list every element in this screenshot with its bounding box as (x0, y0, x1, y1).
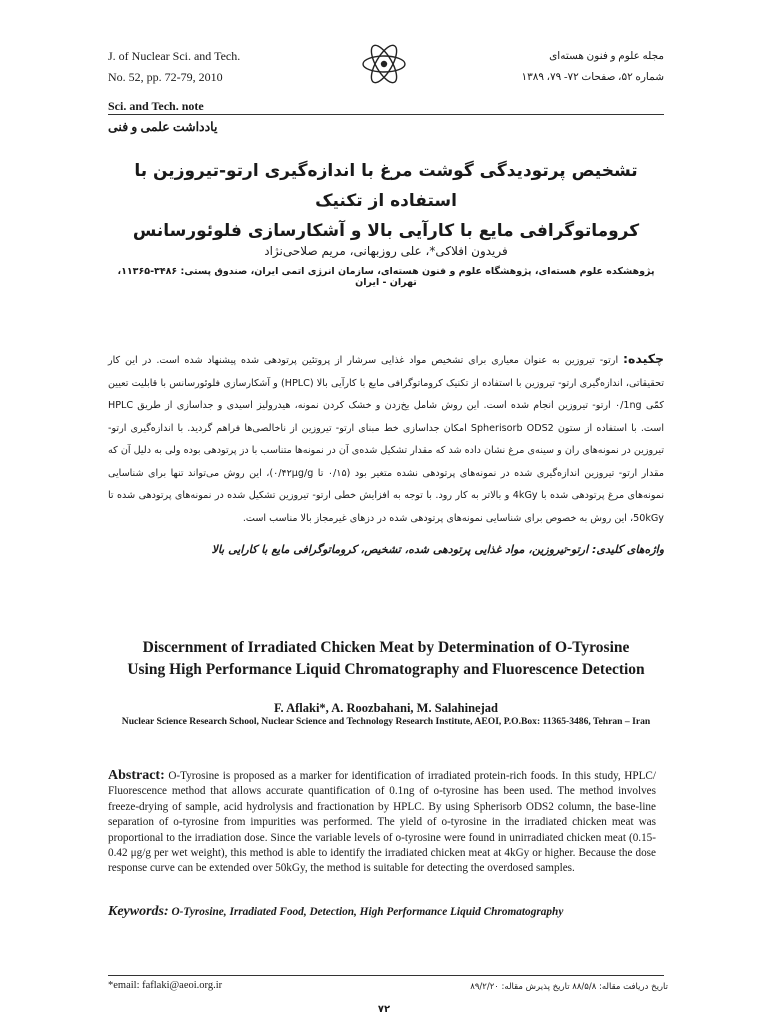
persian-affiliation: پژوهشکده علوم هسته‌ای، پژوهشگاه علوم و فنون هسته‌ای، سازمان انرژی اتمی ایران، صندوق پستی: ۳۴۸۶-۱۱۳۶۵، تهران - ایران (117, 266, 655, 288)
article-type-en: Sci. and Tech. note (108, 99, 204, 113)
footer-divider (108, 975, 664, 976)
persian-title (108, 156, 664, 246)
journal-header-fa (521, 46, 664, 88)
persian-keywords-label: واژه‌های کلیدی: (591, 543, 664, 556)
english-keywords (108, 904, 664, 920)
english-title-line-1: Discernment of Irradiated Chicken Meat by Determination of O-Tyrosine (142, 639, 630, 656)
persian-keywords (108, 543, 664, 556)
persian-title-line-2: کروماتوگرافی مایع با کارآیی بالا و آشکارسازی فلوئورسانس (132, 221, 640, 241)
journal-issue-fa: شماره ۵۲، صفحات ۷۲- ۷۹، ۱۳۸۹ (521, 72, 664, 83)
english-abstract-text: O-Tyrosine is proposed as a marker for identification of irradiated protein-rich foods. In this study, HPLC/ Fluorescence method that allows accurate quantification of 0.1ng of o-tyrosine has been used. The method involves freeze-drying of sample, acid hydrolysis and fractionation by HPLC. By using Spherisorb ODS2 column, the base-line separation of o-tyrosine from impurities was performed. The yield of o-tyrosine in the irradiated chicken meat was proportional to the irradiation dose. Since the variable levels of o-tyrosine were found in unirradiated chicken meat (0.15-0.42 μg/g per wet weight), this method is able to identify the irradiated chicken meat at 4kGy or higher. Because the dose response curve can be extended over 50kGy, the method is suitable for detecting the overdosed samples. (108, 770, 656, 875)
page-number: ۷۲ (377, 1004, 391, 1015)
english-authors: F. Aflaki*, A. Roozbahani, M. Salahinejad (274, 701, 498, 715)
journal-header-en (108, 46, 240, 88)
english-abstract (108, 768, 656, 877)
persian-abstract-text: ارتو- تیروزین به عنوان معیاری برای تشخیص مواد غذایی سرشار از پروتئین پرتودهی شده پیشنهاد شده است. در این کار تحقیقاتی، اندازه‌گیری ارتو- تیروزین با استفاده از تکنیک کروماتوگرافی مایع با کارآیی بالا (HPLC) و آشکارسازی فلوئورسانس با قابلیت تعیین کمّی ۰/1ng ارتو- تیروزین انجام شده است. این روش شامل یخ‌زدن و خشک کردن نمونه، هیدرولیز اسیدی و جداسازی از طریق HPLC است. با استفاده از ستون Spherisorb ODS2 امکان جداسازی خط مبنای ارتو- تیروزین از ناخالصی‌ها فراهم گردید. با اندازه‌گیری ارتو- تیروزین در نمونه‌های ران و سینه‌ی مرغ نشان داده شد که مقدار تشکیل شده‌ی آن در نمونه‌ها متناسب با دز پرتودهی بوده ولی به دلیل آن که مقدار ارتو- تیروزین اندازه‌گیری شده در نمونه‌های پرتودهی نشده متغیر بود (۰/۱۵ تا ۰/۴۲μg/g)، این روش می‌تواند تنها برای شناسایی نمونه‌های مرغ پرتودهی شده با 4kGy و بالاتر به کار رود. با توجه به افزایش خطی ارتو- تیروزین تشکیل شده در نمونه‌های پرتودهی شده تا 50kGy، این روش به خصوص برای شناسایی نمونه‌های پرتودهی شده در دزهای غیرمجاز بالا مناسب است. (108, 355, 664, 524)
article-dates: تاریخ دریافت مقاله: ۸۸/۵/۸ تاریخ پذیرش مقاله: ۸۹/۲/۲۰ (470, 982, 668, 992)
journal-issue-en: No. 52, pp. 72-79, 2010 (108, 70, 223, 84)
persian-abstract (108, 348, 664, 530)
persian-abstract-label: چکیده: (623, 351, 664, 366)
english-abstract-label: Abstract: (108, 768, 165, 783)
persian-keywords-text: ارتو-تیروزین، مواد غذایی پرتودهی شده، تشخیص، کروماتوگرافی مایع با کارایی بالا (211, 543, 589, 556)
english-keywords-text: O-Tyrosine, Irradiated Food, Detection, High Performance Liquid Chromatography (171, 906, 564, 918)
english-keywords-label: Keywords: (108, 904, 169, 919)
corresponding-email: *email: faflaki@aeoi.org.ir (108, 980, 223, 991)
english-affiliation: Nuclear Science Research School, Nuclear Science and Technology Research Institute, AEOI, P.O.Box: 11365-3486, Tehran – Iran (121, 716, 651, 727)
journal-name-fa: مجله علوم و فنون هسته‌ای (549, 51, 664, 62)
atom-icon (360, 40, 408, 88)
english-title-line-2: Using High Performance Liquid Chromatography and Fluorescence Detection (127, 661, 645, 678)
persian-authors: فریدون افلاکی*، علی روزبهانی، مریم صلاحی‌نژاد (264, 244, 508, 258)
english-title (96, 637, 676, 681)
article-type-fa: یادداشت علمی و فنی (108, 120, 218, 134)
journal-name-en: J. of Nuclear Sci. and Tech. (108, 49, 241, 63)
header-divider (108, 114, 664, 115)
persian-title-line-1: تشخیص پرتودیدگی گوشت مرغ با اندازه‌گیری ارتو-تیروزین با استفاده از تکنیک (134, 161, 638, 211)
